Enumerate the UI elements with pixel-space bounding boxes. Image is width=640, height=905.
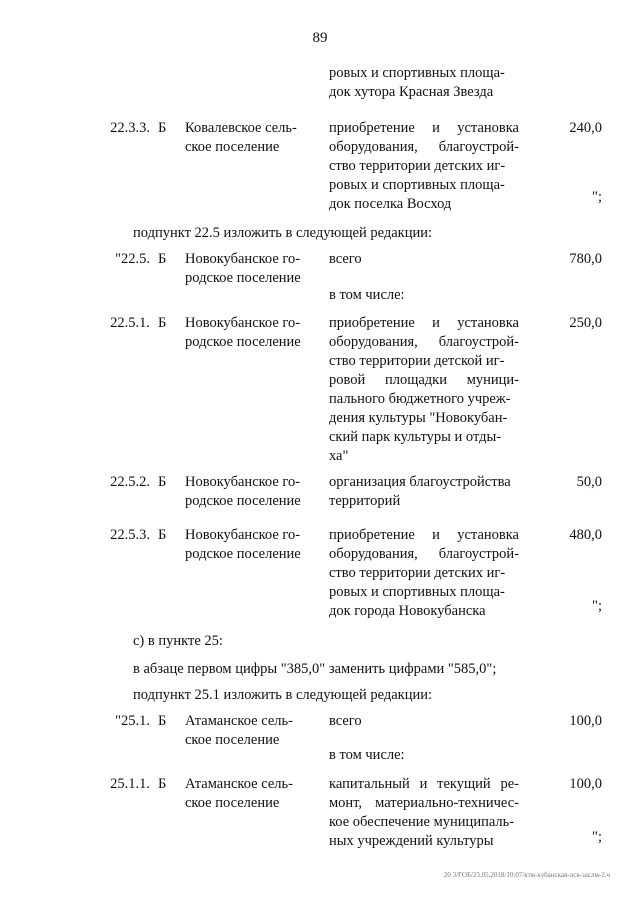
muni-line: родское поселение [185,546,301,562]
paragraph-point-25: с) в пункте 25: [133,633,223,649]
muni-line: родское поселение [185,270,301,286]
muni-line: Новокубанское го- [185,315,301,331]
row-amount: 100,0 [569,713,602,729]
muni-line: Новокубанское го- [185,474,301,490]
desc-line: ных учреждений культуры [329,833,494,849]
desc-line: док хутора Красная Звезда [329,84,494,100]
row-category: Б [158,251,167,267]
row-number: 25.1.1. [110,776,150,792]
desc-line: всего [329,251,362,267]
row-category: Б [158,776,167,792]
row-municipality [185,314,315,352]
desc-line: оборудования, благоустрой- [329,334,519,350]
desc-line: дения культуры "Новокубан- [329,410,508,426]
desc-line: ха" [329,448,349,464]
closing-quote: "; [592,598,602,614]
paragraph-subpoint-25-1: подпункт 25.1 изложить в следующей редакции: [133,687,433,703]
row-municipality [185,526,315,564]
muni-line: Новокубанское го- [185,527,301,543]
footer-document-id: 20 3/ГОБ/23.05.2018/10:07/ктм-кубанская-осв-заслм-2.ч [443,871,610,879]
desc-line: пального бюджетного учреж- [329,391,511,407]
row-municipality [185,712,315,750]
row-municipality [185,119,315,157]
row-description [329,119,519,214]
including-label [329,286,519,305]
row-category: Б [158,315,167,331]
desc-line: организация благоустройства [329,474,511,490]
desc-line: монт, материально-техничес- [329,795,519,811]
continuation-description [329,64,519,102]
desc-line: ровой площадки муници- [329,372,519,388]
row-description [329,775,519,851]
row-description [329,526,519,621]
muni-line: ское поселение [185,139,280,155]
desc-line: док города Новокубанска [329,603,486,619]
row-description [329,314,519,466]
desc-line: оборудования, благоустрой- [329,139,519,155]
muni-line: Новокубанское го- [185,251,301,267]
muni-line: родское поселение [185,334,301,350]
row-amount: 240,0 [569,120,602,136]
muni-line: Атаманское сель- [185,776,293,792]
row-amount: 780,0 [569,251,602,267]
row-number: 22.3.3. [110,120,150,136]
desc-line: ровых и спортивных площа- [329,65,505,81]
row-amount: 100,0 [569,776,602,792]
desc-line: док поселка Восход [329,196,452,212]
desc-line: ровых и спортивных площа- [329,177,505,193]
desc-line: приобретение и установка [329,120,519,136]
muni-line: Атаманское сель- [185,713,293,729]
row-number: "22.5. [115,251,150,267]
row-amount: 250,0 [569,315,602,331]
desc-line: ство территории детской иг- [329,353,505,369]
muni-line: ское поселение [185,732,280,748]
row-number: 22.5.2. [110,474,150,490]
desc-line: ский парк культуры и отды- [329,429,502,445]
paragraph-subpoint-22-5: подпункт 22.5 изложить в следующей редакции: [133,225,433,241]
desc-line: ство территории детских иг- [329,565,506,581]
desc-line: кое обеспечение муниципаль- [329,814,515,830]
desc-line: территорий [329,493,401,509]
row-number: 22.5.3. [110,527,150,543]
muni-line: Ковалевское сель- [185,120,297,136]
muni-line: родское поселение [185,493,301,509]
row-number: "25.1. [115,713,150,729]
row-category: Б [158,527,167,543]
desc-line: в том числе: [329,747,405,763]
page-number: 89 [312,30,328,46]
row-description [329,473,519,511]
desc-line: в том числе: [329,287,405,303]
row-municipality [185,775,315,813]
closing-quote: "; [592,189,602,205]
desc-line: приобретение и установка [329,527,519,543]
row-amount: 50,0 [576,474,602,490]
row-number: 22.5.1. [110,315,150,331]
row-category: Б [158,474,167,490]
row-municipality [185,473,315,511]
row-description [329,712,519,731]
desc-line: капитальный и текущий ре- [329,776,519,792]
row-amount: 480,0 [569,527,602,543]
desc-line: всего [329,713,362,729]
desc-line: приобретение и установка [329,315,519,331]
desc-line: ровых и спортивных площа- [329,584,505,600]
paragraph-first-abzac: в абзаце первом цифры "385,0" заменить цифрами "585,0"; [133,661,497,677]
row-category: Б [158,120,167,136]
desc-line: ство территории детских иг- [329,158,506,174]
closing-quote: "; [592,829,602,845]
row-description [329,250,519,269]
row-category: Б [158,713,167,729]
desc-line: оборудования, благоустрой- [329,546,519,562]
including-label [329,746,519,765]
row-municipality [185,250,315,288]
muni-line: ское поселение [185,795,280,811]
